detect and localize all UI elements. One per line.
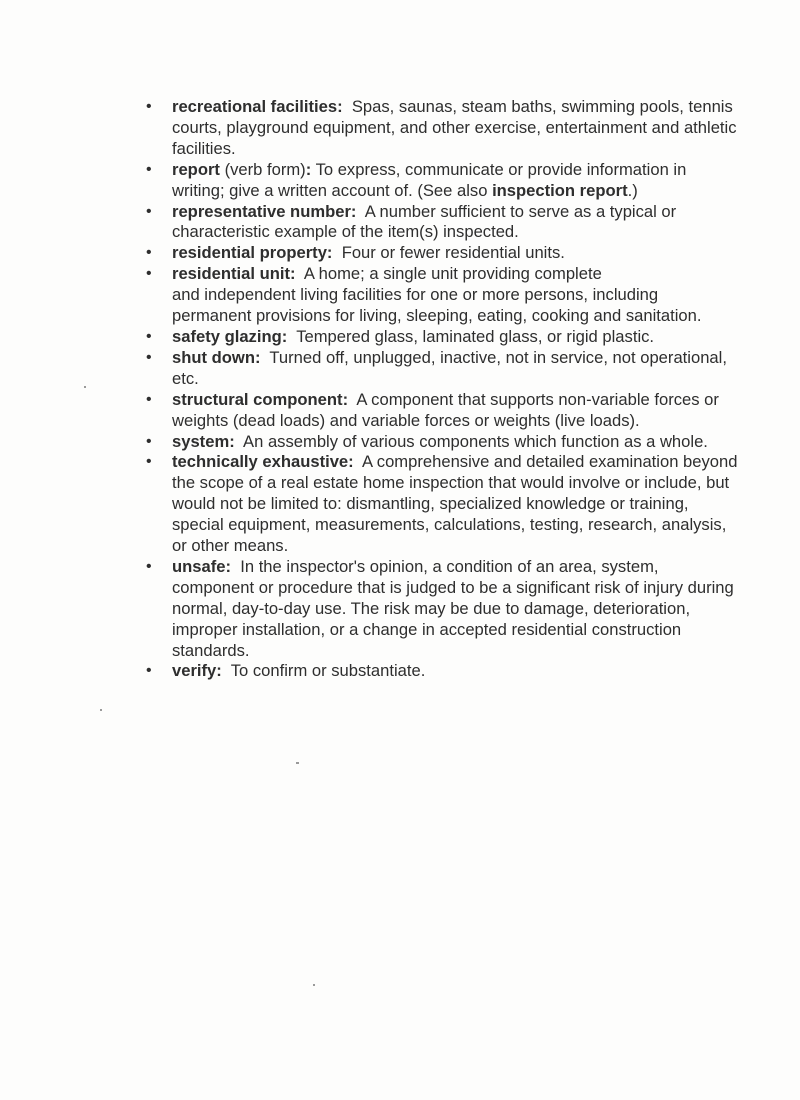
definition-text-continued: and independent living facilities for one or more persons, including permanent provisions for living, sleeping, eating, cooking and sanitation. xyxy=(172,285,702,326)
definition-term: system: xyxy=(172,431,235,451)
definition-item-representative-number xyxy=(142,202,742,244)
cross-reference: inspection report xyxy=(492,180,628,200)
definition-term: report xyxy=(172,159,220,179)
definitions-list xyxy=(142,97,742,682)
bullet-icon: • xyxy=(146,160,152,178)
definition-term: residential unit: xyxy=(172,264,296,284)
definition-item-verify xyxy=(142,661,742,682)
definition-item-technically-exhaustive xyxy=(142,452,742,557)
definition-text: Turned off, unplugged, inactive, not in service, not operational, etc. xyxy=(172,347,727,388)
scan-speck xyxy=(313,984,315,986)
definition-term: technically exhaustive: xyxy=(172,452,354,472)
definition-term-note: (verb form) xyxy=(224,159,306,179)
definition-text: Four or fewer residential units. xyxy=(341,243,565,263)
definition-item-report xyxy=(142,160,742,202)
bullet-icon: • xyxy=(146,432,152,450)
definition-text: Tempered glass, laminated glass, or rigid plastic. xyxy=(296,326,655,346)
scan-speck xyxy=(100,709,102,711)
definition-term: representative number: xyxy=(172,201,357,221)
bullet-icon: • xyxy=(146,348,152,366)
definition-item-safety-glazing xyxy=(142,327,742,348)
definition-text: To express, communicate or provide information in writing; give a written account of. (See also xyxy=(172,159,687,200)
bullet-icon: • xyxy=(146,265,152,283)
bullet-icon: • xyxy=(146,244,152,262)
definition-item-residential-unit xyxy=(142,264,742,327)
definition-text: A home; a single unit providing complete xyxy=(303,264,602,284)
bullet-icon: • xyxy=(146,98,152,115)
definition-text: An assembly of various components which function as a whole. xyxy=(243,431,708,451)
definition-text: A component that supports non-variable forces or weights (dead loads) and variable forces or weights (live loads). xyxy=(172,389,719,430)
definition-text: A comprehensive and detailed examination beyond the scope of a real estate home inspection that would involve or include, but would not be limited to: dismantling, specialized knowledge or training, special equipment, measurements, calculations, testing, research, analysis, or other means. xyxy=(172,452,738,556)
definition-text-end: .) xyxy=(627,180,638,200)
bullet-icon: • xyxy=(146,202,152,220)
definition-item-structural-component xyxy=(142,390,742,432)
definition-term-colon: : xyxy=(305,159,312,179)
definition-text: Spas, saunas, steam baths, swimming pools, tennis courts, playground equipment, and other exercise, entertainment and athletic facilities. xyxy=(172,97,737,158)
definition-item-shut-down xyxy=(142,348,742,390)
bullet-icon: • xyxy=(146,662,152,680)
definition-term: residential property: xyxy=(172,243,333,263)
definition-term: recreational facilities: xyxy=(172,97,343,116)
definition-item-residential-property xyxy=(142,243,742,264)
bullet-icon: • xyxy=(146,453,152,471)
definition-term: unsafe: xyxy=(172,556,232,576)
definition-item-unsafe xyxy=(142,557,742,662)
definition-term: shut down: xyxy=(172,347,261,367)
definition-item-recreational-facilities xyxy=(142,97,742,160)
definition-term: structural component: xyxy=(172,389,349,409)
scan-speck xyxy=(84,386,86,388)
definition-term: verify: xyxy=(172,661,222,681)
scan-speck xyxy=(296,762,299,764)
definition-text: To confirm or substantiate. xyxy=(230,661,426,681)
bullet-icon: • xyxy=(146,390,152,408)
definition-item-system xyxy=(142,432,742,453)
definition-text: A number sufficient to serve as a typical or characteristic example of the item(s) inspected. xyxy=(172,201,677,242)
bullet-icon: • xyxy=(146,557,152,575)
bullet-icon: • xyxy=(146,327,152,345)
definition-term: safety glazing: xyxy=(172,326,288,346)
definition-text: In the inspector's opinion, a condition of an area, system, component or procedure that is judged to be a significant risk of injury during normal, day-to-day use. The risk may be due to damage, deterioration, improper installation, or a change in accepted residential construction standards. xyxy=(172,556,734,660)
